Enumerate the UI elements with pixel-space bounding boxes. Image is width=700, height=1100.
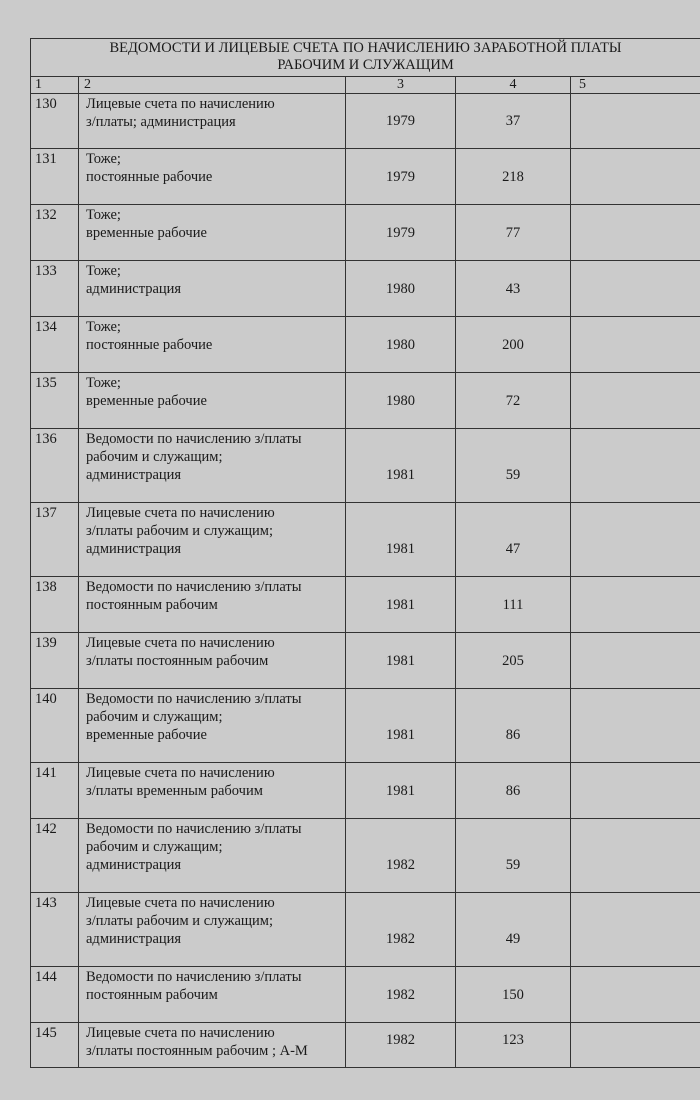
item-count: 43: [456, 261, 571, 317]
item-year: 1980: [346, 261, 456, 317]
description-line: рабочим и служащим;: [86, 709, 223, 725]
item-description: [79, 149, 346, 205]
title-row: [31, 39, 700, 77]
description-line: Тоже;: [86, 151, 121, 167]
description-line: постоянные рабочие: [86, 169, 213, 185]
item-description: [79, 577, 346, 633]
item-count: 86: [456, 689, 571, 763]
description-line: временные рабочие: [86, 225, 207, 241]
item-note: [571, 577, 700, 633]
item-note: [571, 967, 700, 1023]
item-year: 1979: [346, 149, 456, 205]
item-note: [571, 317, 700, 373]
item-description: [79, 1023, 346, 1068]
item-note: [571, 763, 700, 819]
item-note: [571, 1023, 700, 1068]
description-line: Лицевые счета по начислению: [86, 765, 275, 781]
item-number: 139: [31, 633, 79, 689]
item-count: 200: [456, 317, 571, 373]
description-line: Ведомости по начислению з/платы: [86, 821, 302, 837]
item-year: 1980: [346, 373, 456, 429]
item-year: 1981: [346, 577, 456, 633]
table-row: [31, 967, 700, 1023]
item-year: 1982: [346, 1023, 456, 1068]
description-line: временные рабочие: [86, 727, 207, 743]
description-line: рабочим и служащим;: [86, 839, 223, 855]
item-number: 134: [31, 317, 79, 373]
description-line: з/платы рабочим и служащим;: [86, 523, 274, 539]
item-year: 1981: [346, 429, 456, 503]
item-year: 1981: [346, 633, 456, 689]
item-number: 136: [31, 429, 79, 503]
item-number: 131: [31, 149, 79, 205]
description-line: постоянные рабочие: [86, 337, 213, 353]
description-line: Тоже;: [86, 263, 121, 279]
description-line: з/платы рабочим и служащим;: [86, 913, 274, 929]
item-note: [571, 373, 700, 429]
table-row: [31, 689, 700, 763]
description-line: Лицевые счета по начислению: [86, 635, 275, 651]
item-count: 150: [456, 967, 571, 1023]
item-number: 137: [31, 503, 79, 577]
register-table: [30, 38, 700, 1068]
item-note: [571, 429, 700, 503]
item-description: [79, 205, 346, 261]
table-row: [31, 317, 700, 373]
description-line: Лицевые счета по начислению: [86, 96, 275, 112]
description-line: временные рабочие: [86, 393, 207, 409]
table-title: [31, 39, 700, 77]
item-number: 142: [31, 819, 79, 893]
item-year: 1979: [346, 94, 456, 149]
item-year: 1981: [346, 763, 456, 819]
description-line: Ведомости по начислению з/платы: [86, 579, 302, 595]
column-number: 5: [571, 77, 700, 94]
column-number: 2: [79, 77, 346, 94]
item-count: 59: [456, 429, 571, 503]
item-description: [79, 819, 346, 893]
item-note: [571, 893, 700, 967]
table-row: [31, 261, 700, 317]
item-note: [571, 261, 700, 317]
description-line: постоянным рабочим: [86, 597, 218, 613]
item-year: 1981: [346, 689, 456, 763]
item-count: 72: [456, 373, 571, 429]
item-description: [79, 967, 346, 1023]
column-number: 4: [456, 77, 571, 94]
item-number: 135: [31, 373, 79, 429]
description-line: Ведомости по начислению з/платы: [86, 969, 302, 985]
item-number: 132: [31, 205, 79, 261]
item-count: 123: [456, 1023, 571, 1068]
item-description: [79, 94, 346, 149]
table-row: [31, 763, 700, 819]
table-row: [31, 94, 700, 149]
table-row: [31, 429, 700, 503]
item-description: [79, 429, 346, 503]
table-row: [31, 633, 700, 689]
item-note: [571, 503, 700, 577]
item-number: 145: [31, 1023, 79, 1068]
table-row: [31, 205, 700, 261]
description-line: Лицевые счета по начислению: [86, 1025, 275, 1041]
item-description: [79, 503, 346, 577]
item-count: 49: [456, 893, 571, 967]
description-line: администрация: [86, 467, 182, 483]
item-description: [79, 317, 346, 373]
table-row: [31, 819, 700, 893]
description-line: Ведомости по начислению з/платы: [86, 691, 302, 707]
description-line: администрация: [86, 541, 182, 557]
title-line-1: ВЕДОМОСТИ И ЛИЦЕВЫЕ СЧЕТА ПО НАЧИСЛЕНИЮ ЗАРАБОТНОЙ ПЛАТЫ: [109, 40, 622, 56]
item-count: 37: [456, 94, 571, 149]
description-line: з/платы временным рабочим: [86, 783, 263, 799]
item-year: 1982: [346, 819, 456, 893]
item-count: 86: [456, 763, 571, 819]
item-year: 1980: [346, 317, 456, 373]
item-count: 205: [456, 633, 571, 689]
description-line: Лицевые счета по начислению: [86, 895, 275, 911]
column-number: 1: [31, 77, 79, 94]
table-row: [31, 893, 700, 967]
description-line: з/платы постоянным рабочим: [86, 653, 269, 669]
table-row: [31, 373, 700, 429]
description-line: администрация: [86, 931, 182, 947]
description-line: администрация: [86, 857, 182, 873]
item-description: [79, 261, 346, 317]
item-description: [79, 633, 346, 689]
item-year: 1979: [346, 205, 456, 261]
item-note: [571, 149, 700, 205]
description-line: Тоже;: [86, 319, 121, 335]
table-row: [31, 1023, 700, 1068]
item-note: [571, 633, 700, 689]
item-year: 1981: [346, 503, 456, 577]
item-description: [79, 689, 346, 763]
item-year: 1982: [346, 893, 456, 967]
item-count: 47: [456, 503, 571, 577]
item-number: 144: [31, 967, 79, 1023]
item-year: 1982: [346, 967, 456, 1023]
item-count: 59: [456, 819, 571, 893]
description-line: Тоже;: [86, 207, 121, 223]
item-number: 141: [31, 763, 79, 819]
item-number: 130: [31, 94, 79, 149]
item-number: 140: [31, 689, 79, 763]
item-note: [571, 689, 700, 763]
item-note: [571, 819, 700, 893]
description-line: з/платы постоянным рабочим ; А-М: [86, 1043, 308, 1059]
description-line: з/платы; администрация: [86, 114, 236, 130]
column-number: 3: [346, 77, 456, 94]
description-line: рабочим и служащим;: [86, 449, 223, 465]
item-count: 218: [456, 149, 571, 205]
table-row: [31, 577, 700, 633]
description-line: Тоже;: [86, 375, 121, 391]
item-description: [79, 373, 346, 429]
item-note: [571, 94, 700, 149]
item-number: 133: [31, 261, 79, 317]
item-number: 143: [31, 893, 79, 967]
description-line: Лицевые счета по начислению: [86, 505, 275, 521]
description-line: постоянным рабочим: [86, 987, 218, 1003]
item-number: 138: [31, 577, 79, 633]
description-line: администрация: [86, 281, 182, 297]
item-description: [79, 763, 346, 819]
item-count: 111: [456, 577, 571, 633]
table-row: [31, 149, 700, 205]
register-rows: [31, 94, 700, 1068]
item-note: [571, 205, 700, 261]
column-number-row: [31, 77, 700, 94]
item-description: [79, 893, 346, 967]
description-line: Ведомости по начислению з/платы: [86, 431, 302, 447]
title-line-2: РАБОЧИМ И СЛУЖАЩИМ: [277, 57, 454, 73]
item-count: 77: [456, 205, 571, 261]
table-row: [31, 503, 700, 577]
